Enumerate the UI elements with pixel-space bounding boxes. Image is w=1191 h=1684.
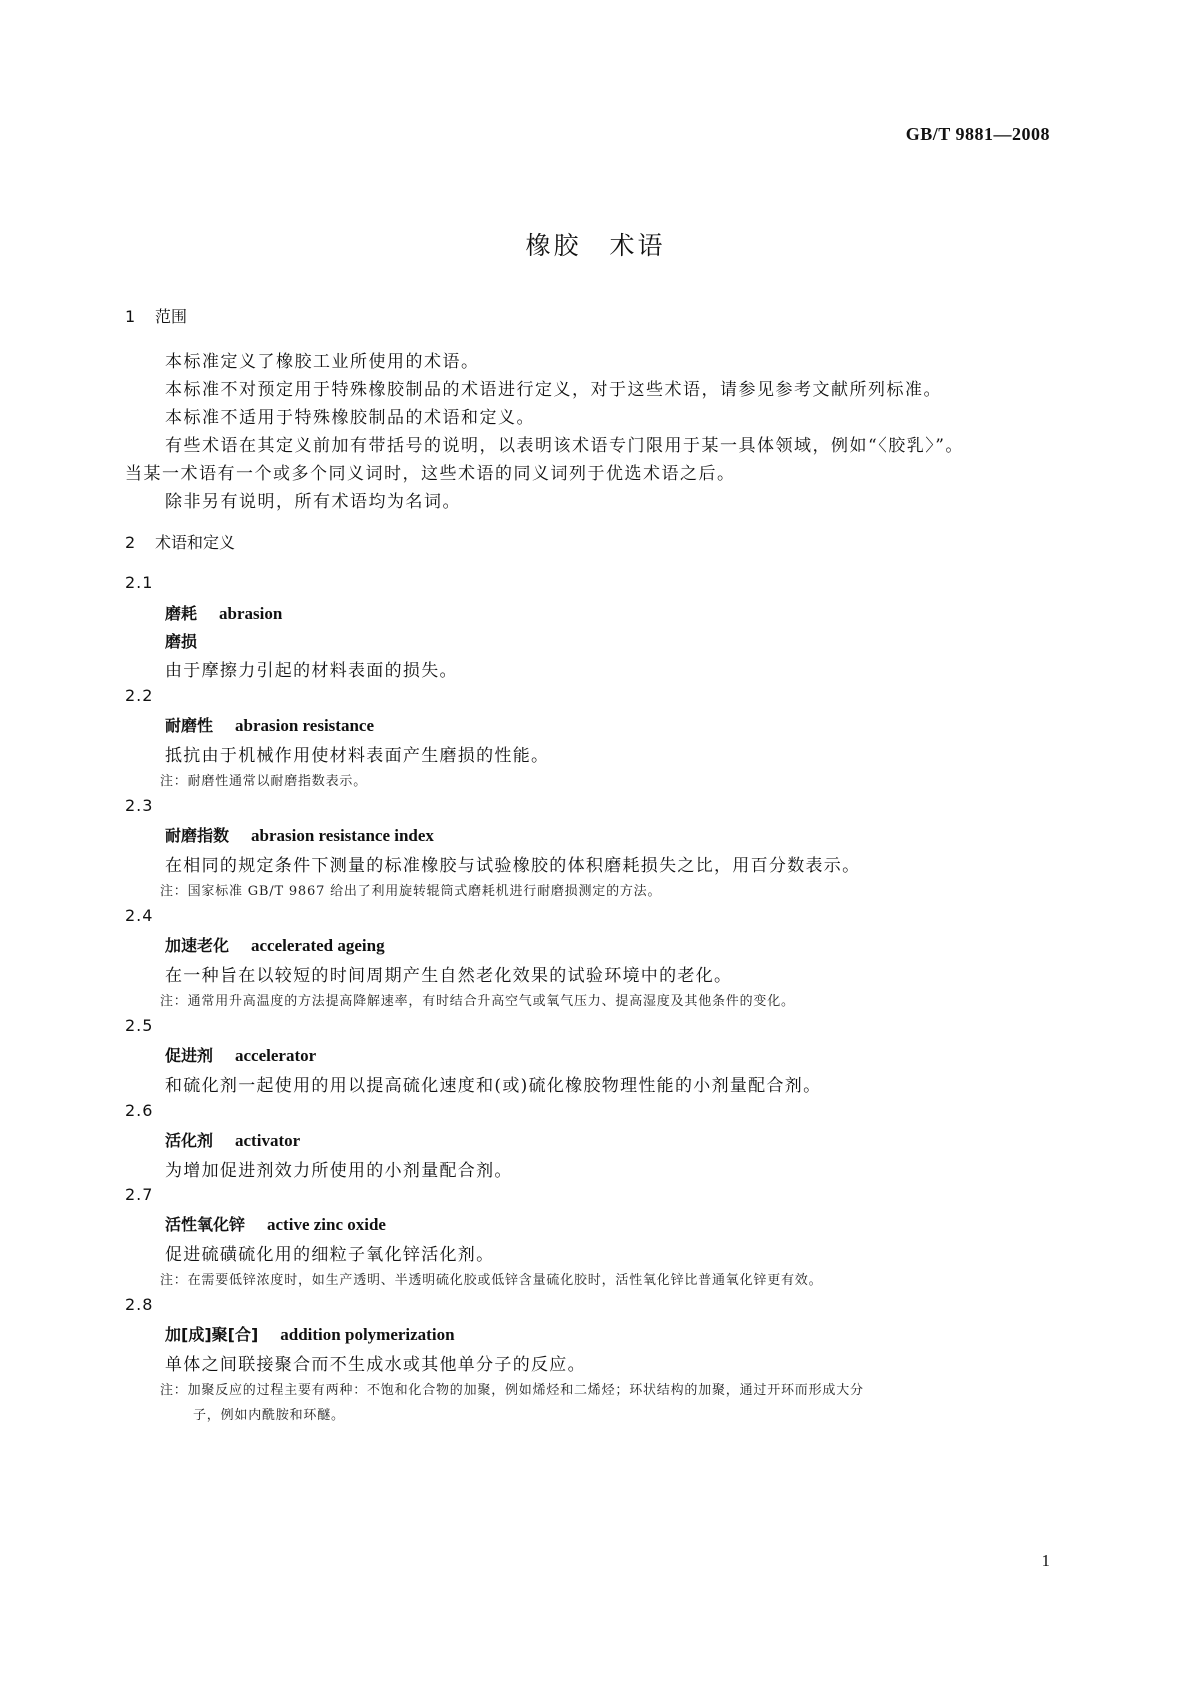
term-entry xyxy=(165,933,385,956)
section-title: 范围 xyxy=(155,307,188,326)
term-synonym: 磨损 xyxy=(165,632,198,651)
scope-paragraph: 本标准定义了橡胶工业所使用的术语。 xyxy=(165,352,480,372)
page-number: 1 xyxy=(1041,1551,1050,1570)
term-entry xyxy=(165,823,434,846)
term-definition: 单体之间联接聚合而不生成水或其他单分子的反应。 xyxy=(165,1355,586,1375)
term-zh: 耐磨指数 xyxy=(165,826,230,845)
term-definition: 为增加促进剂效力所使用的小剂量配合剂。 xyxy=(165,1161,513,1181)
term-definition: 促进硫磺硫化用的细粒子氧化锌活化剂。 xyxy=(165,1245,495,1265)
term-en: active zinc oxide xyxy=(267,1215,386,1234)
term-zh: 促进剂 xyxy=(165,1046,214,1065)
standard-code: GB/T 9881—2008 xyxy=(905,124,1050,144)
clause-number: 2.3 xyxy=(125,796,154,815)
term-zh: 磨耗 xyxy=(165,604,198,623)
term-definition: 和硫化剂一起使用的用以提高硫化速度和(或)硫化橡胶物理性能的小剂量配合剂。 xyxy=(165,1076,822,1096)
section-number: 2 xyxy=(125,533,136,552)
term-entry xyxy=(165,713,374,736)
term-zh: 加速老化 xyxy=(165,936,230,955)
term-en: abrasion resistance xyxy=(235,716,375,735)
clause-number: 2.5 xyxy=(125,1016,154,1035)
term-entry xyxy=(165,1043,316,1066)
clause-number: 2.8 xyxy=(125,1295,154,1314)
clause-number: 2.6 xyxy=(125,1101,154,1120)
term-definition: 在一种旨在以较短的时间周期产生自然老化效果的试验环境中的老化。 xyxy=(165,966,733,986)
clause-number: 2.1 xyxy=(125,573,154,592)
scope-paragraph: 当某一术语有一个或多个同义词时，这些术语的同义词列于优选术语之后。 xyxy=(125,464,736,484)
term-entry xyxy=(165,1128,300,1151)
term-en: activator xyxy=(235,1131,301,1150)
term-entry xyxy=(165,1322,455,1345)
term-entry xyxy=(165,601,282,624)
section-1-heading xyxy=(125,304,187,327)
section-number: 1 xyxy=(125,307,136,326)
term-en: addition polymerization xyxy=(280,1325,455,1344)
clause-number: 2.4 xyxy=(125,906,154,925)
scope-paragraph: 除非另有说明，所有术语均为名词。 xyxy=(165,492,461,512)
term-en: abrasion resistance index xyxy=(251,826,434,845)
section-title: 术语和定义 xyxy=(155,533,236,552)
term-definition: 在相同的规定条件下测量的标准橡胶与试验橡胶的体积磨耗损失之比，用百分数表示。 xyxy=(165,856,861,876)
term-note: 注：国家标准 GB/T 9867 给出了利用旋转辊筒式磨耗机进行耐磨损测定的方法。 xyxy=(160,884,662,899)
term-definition: 由于摩擦力引起的材料表面的损失。 xyxy=(165,661,458,681)
term-en: accelerator xyxy=(235,1046,317,1065)
scope-paragraph: 本标准不对预定用于特殊橡胶制品的术语进行定义，对于这些术语，请参见参考文献所列标准。 xyxy=(165,380,942,400)
term-note: 注：耐磨性通常以耐磨指数表示。 xyxy=(160,774,368,789)
term-definition: 抵抗由于机械作用使材料表面产生磨损的性能。 xyxy=(165,746,550,766)
clause-number: 2.2 xyxy=(125,686,154,705)
term-en: accelerated ageing xyxy=(251,936,385,955)
term-zh: 加[成]聚[合] xyxy=(165,1325,259,1344)
term-note-continuation: 子，例如内酰胺和环醚。 xyxy=(193,1408,345,1423)
term-zh: 活性氧化锌 xyxy=(165,1215,246,1234)
term-note: 注：通常用升高温度的方法提高降解速率，有时结合升高空气或氧气压力、提高湿度及其他条件的变化。 xyxy=(160,994,795,1009)
term-entry xyxy=(165,1212,386,1235)
term-zh: 耐磨性 xyxy=(165,716,214,735)
clause-number: 2.7 xyxy=(125,1185,154,1204)
scope-paragraph: 本标准不适用于特殊橡胶制品的术语和定义。 xyxy=(165,408,535,428)
section-2-heading xyxy=(125,530,235,553)
term-note: 注：加聚反应的过程主要有两种：不饱和化合物的加聚，例如烯烃和二烯烃；环状结构的加聚，通过开环而形成大分 xyxy=(160,1383,864,1398)
term-zh: 活化剂 xyxy=(165,1131,214,1150)
scope-paragraph: 有些术语在其定义前加有带括号的说明，以表明该术语专门限用于某一具体领域，例如“〈胶乳〉”。 xyxy=(165,436,964,456)
term-en: abrasion xyxy=(219,604,283,623)
document-title: 橡胶 术语 xyxy=(525,231,666,260)
term-note: 注：在需要低锌浓度时，如生产透明、半透明硫化胶或低锌含量硫化胶时，活性氧化锌比普通氧化锌更有效。 xyxy=(160,1273,823,1288)
